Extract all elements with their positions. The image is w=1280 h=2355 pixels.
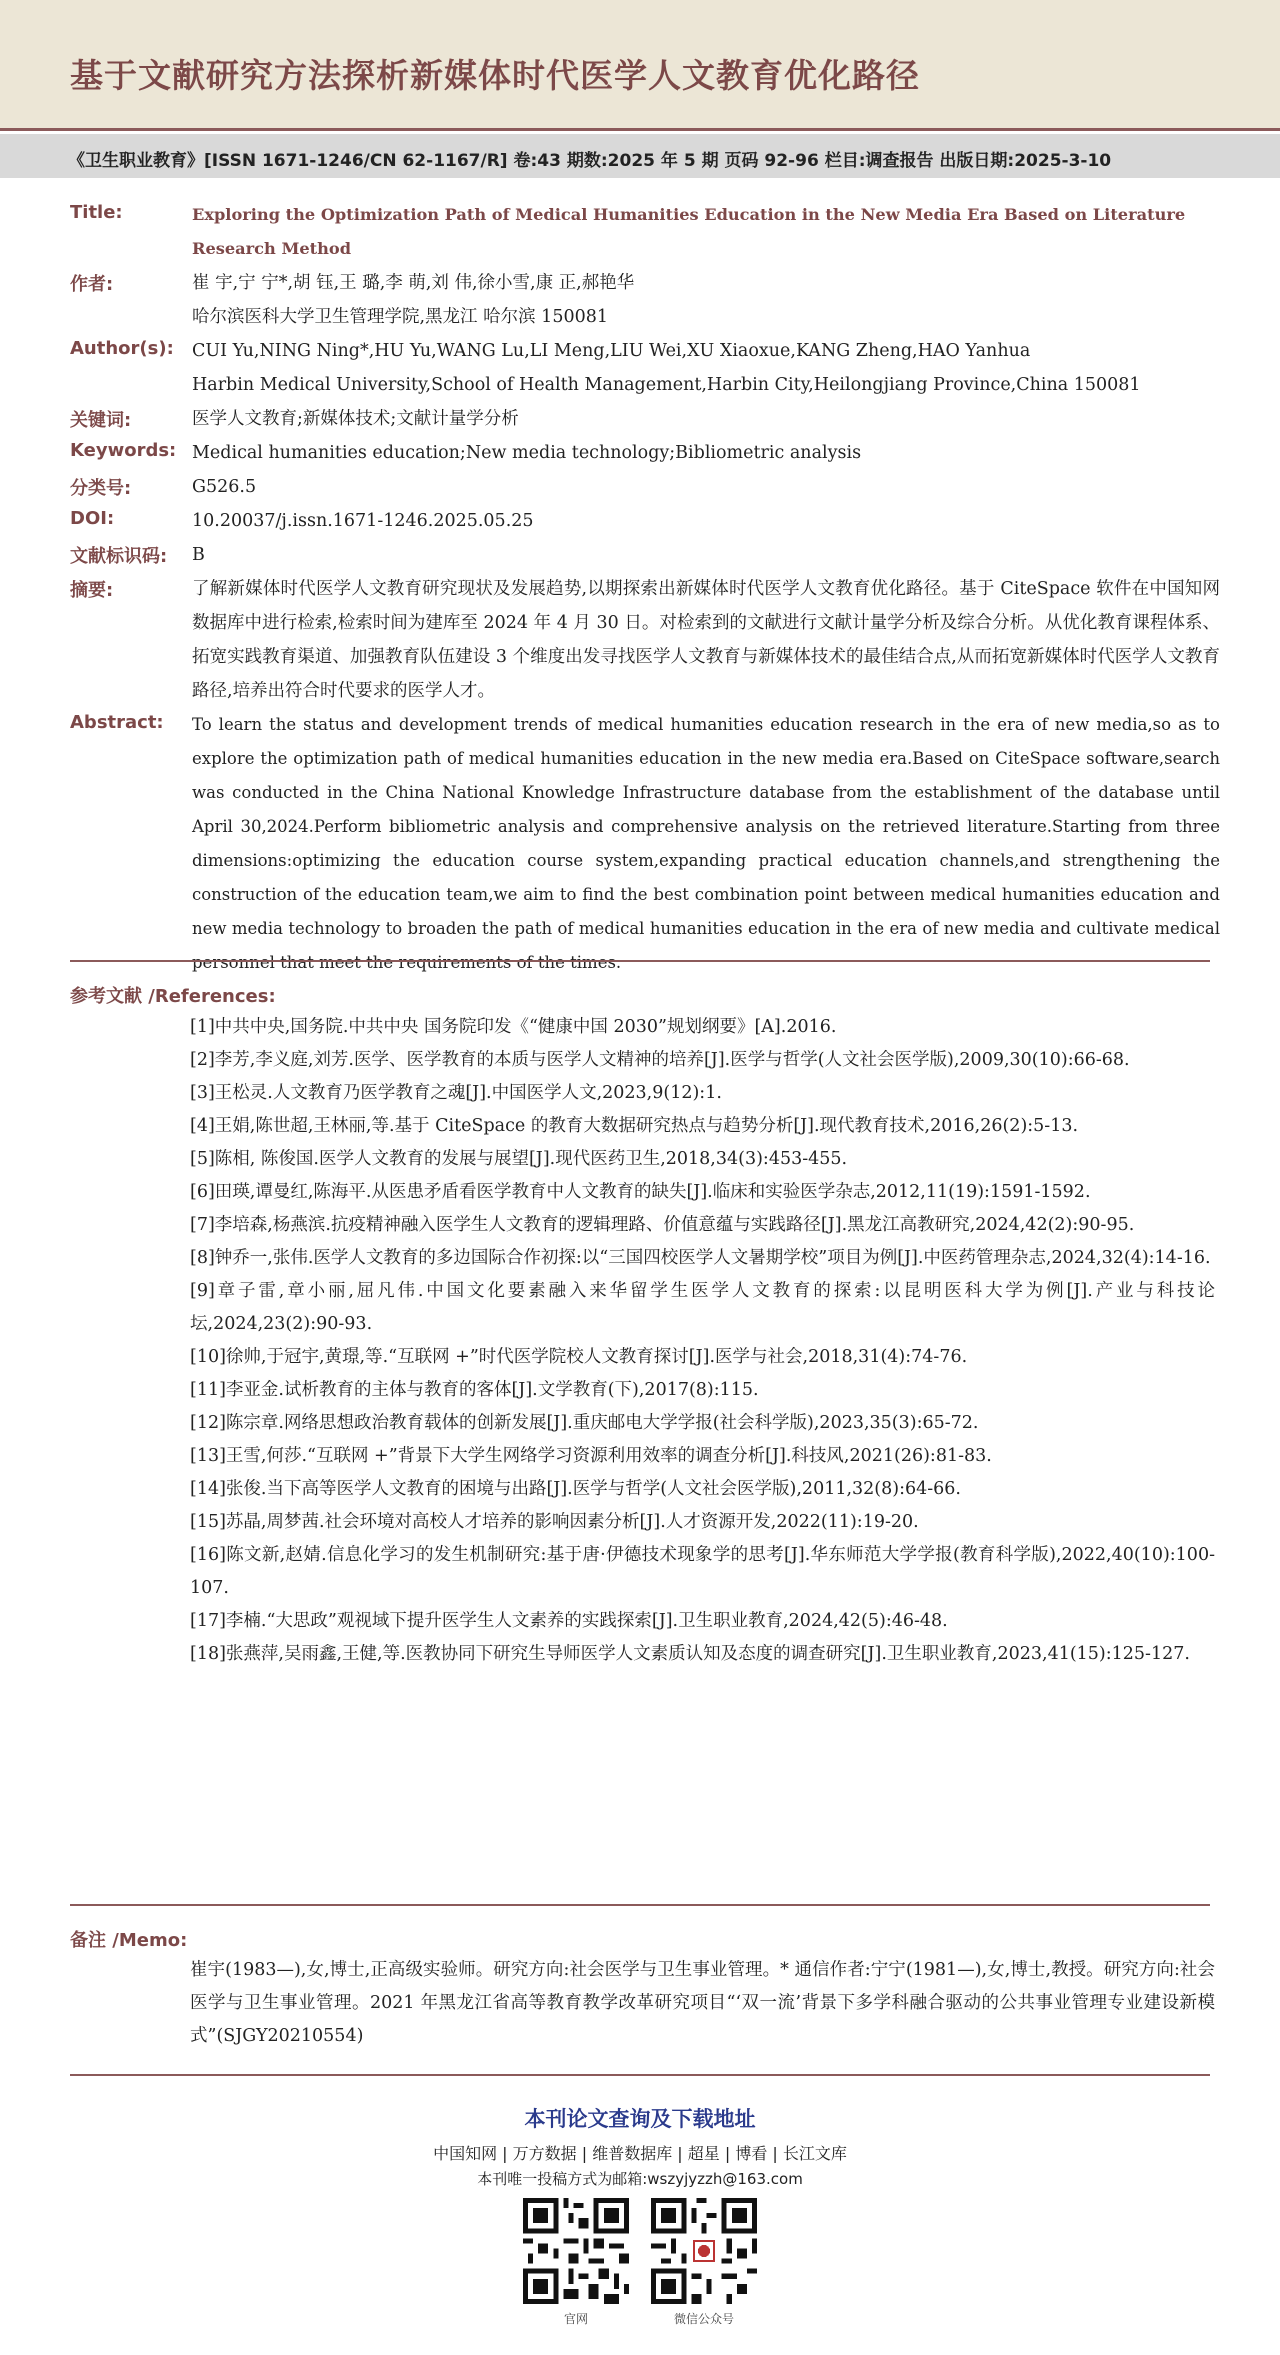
- title-value: Exploring the Optimization Path of Medical Humanities Education in the New Media Era Based on Literature Research Method: [192, 205, 1186, 258]
- reference-item: [12]陈宗章.网络思想政治教育载体的创新发展[J].重庆邮电大学学报(社会科学版),2023,35(3):65-72.: [190, 1413, 979, 1433]
- qr-caption-wechat: 微信公众号: [673, 2312, 734, 2326]
- class-row: [70, 470, 1220, 504]
- reference-item: [3]王松灵.人文教育乃医学教育之魂[J].中国医学人文,2023,9(12):1.: [190, 1083, 722, 1103]
- submission-email: 本刊唯一投稿方式为邮箱:wszyjyzzh@163.com: [477, 2170, 803, 2188]
- footer-title: 本刊论文查询及下载地址: [524, 2107, 756, 2131]
- reference-item: [2]李芳,李义庭,刘芳.医学、医学教育的本质与医学人文精神的培养[J].医学与哲学(人文社会医学版),2009,30(10):66-68.: [190, 1050, 1130, 1070]
- abstract-cn-row: [70, 572, 1220, 708]
- reference-item: [4]王娟,陈世超,王林丽,等.基于 CiteSpace 的教育大数据研究热点与趋势分析[J].现代教育技术,2016,26(2):5-13.: [190, 1116, 1079, 1136]
- reference-item: [9]章子雷,章小丽,屈凡伟.中国文化要素融入来华留学生医学人文教育的探索:以昆明医科大学为例[J].产业与科技论坛,2024,23(2):90-93.: [190, 1281, 1215, 1334]
- reference-item: [5]陈相, 陈俊国.医学人文教育的发展与展望[J].现代医药卫生,2018,34(3):453-455.: [190, 1149, 848, 1169]
- reference-item: [6]田瑛,谭曼红,陈海平.从医患矛盾看医学教育中人文教育的缺失[J].临床和实验医学杂志,2012,11(19):1591-1592.: [190, 1182, 1091, 1202]
- header-banner: [0, 0, 1280, 131]
- journal-info-bar: [0, 134, 1280, 178]
- docid-label: 文献标识码:: [70, 546, 168, 567]
- reference-item: [10]徐帅,于冠宇,黄璟,等.“互联网 +”时代医学院校人文教育探讨[J].医学与社会,2018,31(4):74-76.: [190, 1347, 968, 1367]
- divider-references: [70, 960, 1210, 962]
- author-en-value: CUI Yu,NING Ning*,HU Yu,WANG Lu,LI Meng,LIU Wei,XU Xiaoxue,KANG Zheng,HAO Yanhua: [192, 341, 1031, 361]
- page-title: 基于文献研究方法探析新媒体时代医学人文教育优化路径: [70, 56, 920, 95]
- author-label: 作者:: [70, 274, 114, 295]
- journal-info-text: 《卫生职业教育》[ISSN 1671-1246/CN 62-1167/R] 卷:43 期数:2025 年 5 期 页码 92-96 栏目:调查报告 出版日期:2025-3-10: [68, 151, 1112, 171]
- qr-code-icon: [651, 2198, 757, 2304]
- class-value: G526.5: [192, 477, 257, 497]
- memo-label: 备注 /Memo:: [70, 1930, 188, 1951]
- keywords-cn-label: 关键词:: [70, 410, 132, 431]
- qr-code-icon: [523, 2198, 629, 2304]
- abstract-en-label: Abstract:: [70, 712, 164, 733]
- abstract-cn-value: 了解新媒体时代医学人文教育研究现状及发展趋势,以期探索出新媒体时代医学人文教育优化路径。基于 CiteSpace 软件在中国知网数据库中进行检索,检索时间为建库至 2024 年 4 月 30 日。对检索到的文献进行文献计量学分析及综合分析。从优化教育课程体系、拓宽实践教育渠道、加强教育队伍建设 3 个维度出发寻找医学人文教育与新媒体技术的最佳结合点,从而拓宽新媒体时代医学人文教育路径,培养出符合时代要求的医学人才。: [192, 579, 1220, 701]
- qr-caption-website: 官网: [563, 2312, 588, 2326]
- keywords-en-label: Keywords:: [70, 440, 177, 461]
- keywords-en-value: Medical humanities education;New media technology;Bibliometric analysis: [192, 443, 862, 463]
- divider-footer: [70, 2074, 1210, 2076]
- reference-item: [16]陈文新,赵婧.信息化学习的发生机制研究:基于唐·伊德技术现象学的思考[J].华东师范大学学报(教育科学版),2022,40(10):100-107.: [190, 1545, 1215, 1598]
- docid-row: [70, 538, 1220, 572]
- reference-item: [17]李楠.“大思政”观视域下提升医学生人文素养的实践探索[J].卫生职业教育,2024,42(5):46-48.: [190, 1611, 948, 1631]
- author-value: 崔 宇,宁 宁*,胡 钰,王 璐,李 萌,刘 伟,徐小雪,康 正,郝艳华: [192, 273, 635, 293]
- reference-item: [14]张俊.当下高等医学人文教育的困境与出路[J].医学与哲学(人文社会医学版),2011,32(8):64-66.: [190, 1479, 961, 1499]
- keywords-cn-value: 医学人文教育;新媒体技术;文献计量学分析: [192, 409, 519, 429]
- author-row: [70, 266, 1220, 334]
- doi-label: DOI:: [70, 508, 115, 529]
- divider-memo: [70, 1904, 1210, 1906]
- reference-item: [15]苏晶,周梦茜.社会环境对高校人才培养的影响因素分析[J].人才资源开发,2022(11):19-20.: [190, 1512, 919, 1532]
- doi-row: [70, 504, 1220, 538]
- class-label: 分类号:: [70, 478, 132, 499]
- title-row: [70, 198, 1220, 266]
- abstract-en-row: [70, 708, 1220, 980]
- abstract-en-value: To learn the status and development trends of medical humanities education research in the era of new media,so as to explore the optimization path of medical humanities education in the new media era.Based on CiteSpace software,search was conducted in the China National Knowledge Infrastructure database from the establishment of the database until April 30,2024.Perform bibliometric analysis and comprehensive analysis on the retrieved literature.Starting from three dimensions:optimizing the education course system,expanding practical education channels,and strengthening the construction of the education team,we aim to find the best combination point between medical humanities education and new media technology to broaden the path of medical humanities education in the era of new media and cultivate medical personnel that meet the requirements of the times.: [192, 715, 1220, 972]
- keywords-cn-row: [70, 402, 1220, 436]
- keywords-en-row: [70, 436, 1220, 470]
- author-en-affiliation: Harbin Medical University,School of Health Management,Harbin City,Heilongjiang Province,China 150081: [192, 375, 1141, 395]
- reference-item: [1]中共中央,国务院.中共中央 国务院印发《“健康中国 2030”规划纲要》[A].2016.: [190, 1017, 837, 1037]
- author-en-row: [70, 334, 1220, 402]
- author-affiliation: 哈尔滨医科大学卫生管理学院,黑龙江 哈尔滨 150081: [192, 307, 608, 327]
- database-links[interactable]: 中国知网 | 万方数据 | 维普数据库 | 超星 | 博看 | 长江文库: [433, 2144, 847, 2163]
- article-metadata: [70, 198, 1220, 980]
- docid-value: B: [192, 545, 205, 565]
- references-list: [190, 1011, 1215, 1671]
- reference-item: [18]张燕萍,吴雨鑫,王健,等.医教协同下研究生导师医学人文素质认知及态度的调查研究[J].卫生职业教育,2023,41(15):125-127.: [190, 1644, 1190, 1664]
- references-label: 参考文献 /References:: [70, 986, 276, 1007]
- doi-value: 10.20037/j.issn.1671-1246.2025.05.25: [192, 511, 534, 531]
- author-en-label: Author(s):: [70, 338, 174, 359]
- reference-item: [8]钟乔一,张伟.医学人文教育的多边国际合作初探:以“三国四校医学人文暑期学校”项目为例[J].中医药管理杂志,2024,32(4):14-16.: [190, 1248, 1211, 1268]
- abstract-cn-label: 摘要:: [70, 580, 114, 601]
- reference-item: [11]李亚金.试析教育的主体与教育的客体[J].文学教育(下),2017(8):115.: [190, 1380, 759, 1400]
- reference-item: [13]王雪,何莎.“互联网 +”背景下大学生网络学习资源利用效率的调查分析[J].科技风,2021(26):81-83.: [190, 1446, 992, 1466]
- reference-item: [7]李培森,杨燕滨.抗疫精神融入医学生人文教育的逻辑理路、价值意蕴与实践路径[J].黑龙江高教研究,2024,42(2):90-95.: [190, 1215, 1135, 1235]
- title-label: Title:: [70, 202, 123, 223]
- memo-text: 崔宇(1983—),女,博士,正高级实验师。研究方向:社会医学与卫生事业管理。* 通信作者:宁宁(1981—),女,博士,教授。研究方向:社会医学与卫生事业管理。2021 年黑龙江省高等教育教学改革研究项目“‘双一流’背景下多学科融合驱动的公共事业管理专业建设新模式”(SJGY20210554): [190, 1960, 1215, 2046]
